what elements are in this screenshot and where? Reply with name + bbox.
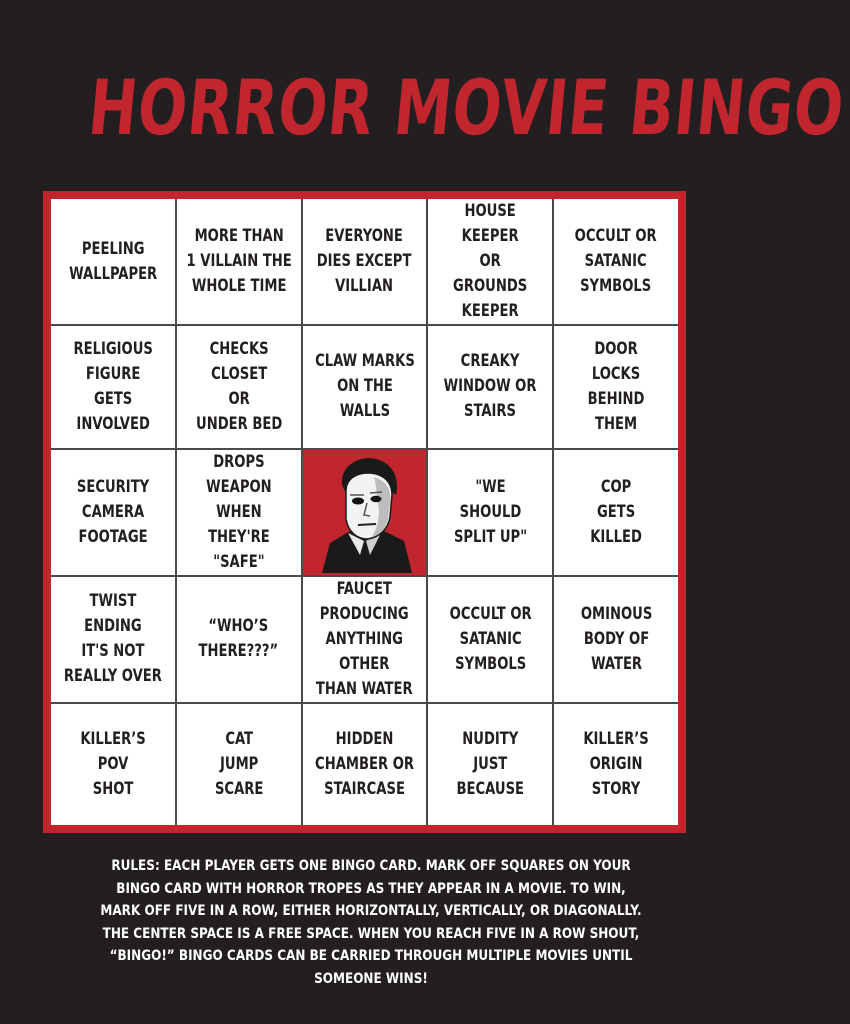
bingo-square[interactable] [303, 577, 427, 702]
square-label: CAT JUMP SCARE [214, 728, 263, 799]
square-label: CHECKS CLOSET OR UNDER BED [195, 338, 282, 434]
bingo-square[interactable] [177, 450, 301, 575]
square-label: PEELING WALLPAPER [68, 238, 157, 284]
bingo-square[interactable] [51, 199, 175, 324]
square-label: KILLER’S ORIGIN STORY [583, 728, 649, 799]
bingo-square[interactable] [428, 199, 552, 324]
bingo-board [43, 191, 686, 833]
square-label: CLAW MARKS ON THE WALLS [314, 351, 415, 422]
bingo-square[interactable] [177, 326, 301, 448]
bingo-square[interactable] [303, 704, 427, 826]
square-label: EVERYONE DIES EXCEPT VILLIAN [317, 226, 412, 296]
square-label: FAUCET PRODUCING ANYTHING OTHER THAN WATER [316, 578, 413, 699]
square-label: HOUSE KEEPER OR GROUNDS KEEPER [453, 201, 528, 321]
square-label: KILLER’S POV SHOT [80, 728, 146, 799]
bingo-square[interactable] [303, 326, 427, 448]
bingo-grid [51, 199, 678, 825]
masked-killer-icon [304, 451, 424, 573]
bingo-square[interactable] [303, 199, 427, 324]
rules-text: RULES: EACH PLAYER GETS ONE BINGO CARD. MARK OFF SQUARES ON YOUR BINGO CARD WITH HORROR TROPES AS THEY APPEAR IN A MOVIE. TO WIN, MARK OFF FIVE IN A ROW, EITHER HORIZONTALLY, VERTICALLY, OR DIAGONALLY. THE CENTER SPACE IS A FREE SPACE. WHEN YOU REACH FIVE IN A ROW SHOUT, “BINGO!” BINGO CARDS CAN BE CARRIED THROUGH MULTIPLE MOVIES UNTIL SOMEONE WINS! [100, 858, 642, 987]
square-label: COP GETS KILLED [590, 476, 642, 547]
square-label: OCCULT OR SATANIC SYMBOLS [449, 603, 532, 674]
square-label: HIDDEN CHAMBER OR STAIRCASE [315, 728, 414, 799]
square-label: "WE SHOULD SPLIT UP" [453, 476, 527, 547]
square-label: CREAKY WINDOW OR STAIRS [443, 351, 537, 422]
square-label: MORE THAN 1 VILLAIN THE WHOLE TIME [186, 226, 292, 296]
bingo-square[interactable] [554, 199, 678, 324]
bingo-square[interactable] [51, 450, 175, 575]
bingo-square[interactable] [428, 577, 552, 702]
square-label: NUDITY JUST BECAUSE [456, 728, 525, 799]
bingo-square[interactable] [177, 199, 301, 324]
bingo-square[interactable] [554, 326, 678, 448]
bingo-square[interactable] [428, 704, 552, 826]
square-label: “WHO’S THERE???” [198, 616, 279, 661]
square-label: TWIST ENDING IT'S NOT REALLY OVER [63, 591, 162, 686]
square-label: OCCULT OR SATANIC SYMBOLS [575, 226, 658, 296]
bingo-square[interactable] [428, 326, 552, 448]
square-label: DOOR LOCKS BEHIND THEM [587, 338, 645, 434]
bingo-square[interactable] [51, 704, 175, 826]
bingo-square[interactable] [428, 450, 552, 575]
square-label: DROPS WEAPON WHEN THEY'RE "SAFE" [205, 451, 272, 572]
bingo-square[interactable] [177, 577, 301, 702]
bingo-square[interactable] [51, 326, 175, 448]
bingo-square[interactable] [554, 450, 678, 575]
bingo-square[interactable] [51, 577, 175, 702]
free-space-square[interactable] [303, 450, 427, 575]
bingo-square[interactable] [554, 704, 678, 826]
bingo-title: HORROR MOVIE BINGO [84, 63, 849, 152]
square-label: OMINOUS BODY OF WATER [580, 603, 652, 674]
square-label: SECURITY CAMERA FOOTAGE [76, 476, 150, 547]
bingo-square[interactable] [554, 577, 678, 702]
bingo-square[interactable] [177, 704, 301, 826]
square-label: RELIGIOUS FIGURE GETS INVOLVED [73, 338, 153, 434]
